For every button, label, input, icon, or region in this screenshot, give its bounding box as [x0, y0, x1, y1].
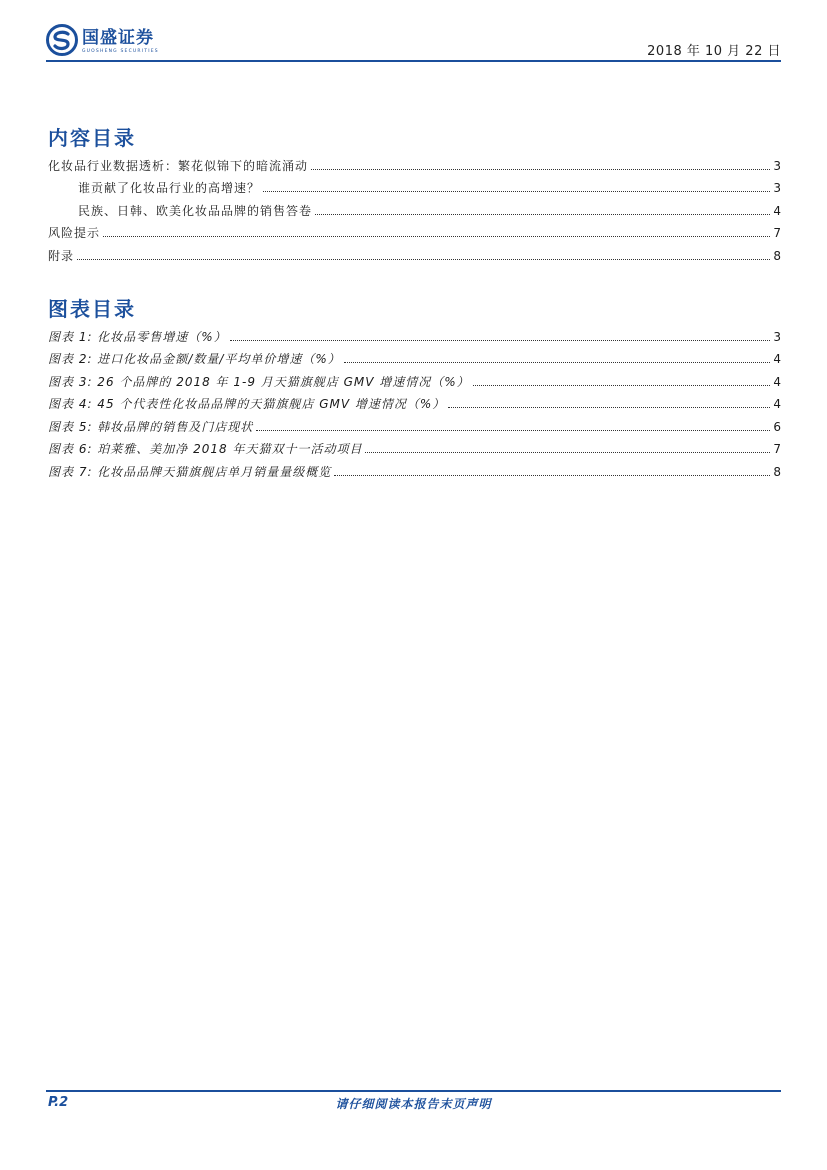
figures-title: 图表目录: [48, 297, 136, 321]
toc-entry[interactable]: [48, 195, 781, 218]
toc-entry[interactable]: [48, 240, 781, 263]
toc-entry-label: 附录: [48, 248, 75, 263]
company-logo: [46, 24, 159, 62]
figure-entry-page: 8: [773, 464, 781, 479]
contents-title: 内容目录: [48, 126, 136, 150]
toc-entry[interactable]: [48, 218, 781, 241]
toc-entry-label: 谁贡献了化妆品行业的高增速？: [48, 181, 261, 195]
footer-divider: [46, 1090, 781, 1092]
figure-entry-page: 4: [773, 397, 781, 411]
leader-dots: [311, 168, 770, 170]
leader-dots: [315, 213, 770, 215]
figure-entry[interactable]: [48, 344, 781, 367]
figure-entry-label: 图表 6: 珀莱雅、美加净 2018 年天猫双十一活动项目: [48, 442, 363, 456]
footer-disclaimer: 请仔细阅读本报告末页声明: [335, 1097, 492, 1111]
leader-dots: [77, 258, 770, 260]
toc-entry-label: 民族、日韩、欧美化妆品品牌的销售答卷: [48, 204, 313, 218]
logo-emblem-icon: [46, 24, 78, 56]
figure-entry[interactable]: [48, 366, 781, 389]
page-number: P.2: [48, 1095, 69, 1110]
leader-dots: [365, 451, 770, 453]
header-divider: [46, 60, 781, 62]
toc-entry-page: 8: [773, 248, 781, 263]
toc-entry-page: 4: [773, 203, 781, 218]
toc-entry[interactable]: [48, 150, 781, 173]
toc-entry-page: 3: [773, 181, 781, 195]
figure-entry[interactable]: [48, 321, 781, 344]
figures-list: [48, 321, 781, 479]
toc-entry-label: 风险提示: [48, 226, 101, 240]
leader-dots: [334, 474, 770, 476]
contents-list: [48, 150, 781, 263]
figure-entry-page: 4: [773, 352, 781, 366]
figure-entry-label: 图表 4: 45 个代表性化妆品品牌的天猫旗舰店 GMV 增速情况（%）: [48, 397, 446, 411]
logo-chinese-name: 国盛证券: [82, 28, 154, 48]
toc-entry-page: 7: [773, 226, 781, 240]
report-date: 2018 年 10 月 22 日: [647, 44, 781, 59]
leader-dots: [473, 384, 771, 386]
leader-dots: [344, 361, 771, 363]
leader-dots: [103, 235, 770, 237]
leader-dots: [263, 190, 770, 192]
figure-entry-page: 4: [773, 374, 781, 389]
figure-entry-label: 图表 7: 化妆品品牌天猫旗舰店单月销量量级概览: [48, 464, 332, 479]
toc-entry[interactable]: [48, 173, 781, 196]
figure-entry-page: 6: [773, 419, 781, 434]
figure-entry-page: 7: [773, 442, 781, 456]
figure-entry-label: 图表 5: 韩妆品牌的销售及门店现状: [48, 419, 254, 434]
page-header: [46, 24, 781, 62]
leader-dots: [256, 429, 770, 431]
figure-entry[interactable]: [48, 411, 781, 434]
leader-dots: [230, 339, 771, 341]
figure-entry-label: 图表 2: 进口化妆品金额/数量/平均单价增速（%）: [48, 352, 341, 366]
logo-english-name: GUOSHENG SECURITIES: [82, 49, 159, 54]
toc-entry-page: 3: [773, 158, 781, 173]
figure-entry-label: 图表 1: 化妆品零售增速（%）: [48, 329, 227, 344]
figure-entry-page: 3: [773, 329, 781, 344]
figure-entry[interactable]: [48, 389, 781, 412]
figure-entry[interactable]: [48, 456, 781, 479]
figure-entry[interactable]: [48, 434, 781, 457]
figure-entry-label: 图表 3: 26 个品牌的 2018 年 1-9 月天猫旗舰店 GMV 增速情况（%）: [48, 374, 470, 389]
leader-dots: [448, 406, 770, 408]
toc-entry-label: 化妆品行业数据透析：繁花似锦下的暗流涌动: [48, 158, 309, 173]
